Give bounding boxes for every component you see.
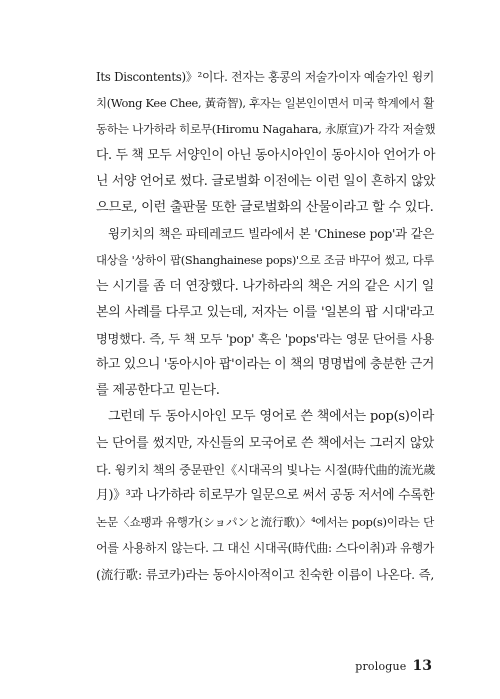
page-footer [355, 658, 432, 674]
paragraph-3 [96, 404, 434, 587]
text-line: 본의 사례를 다루고 있는데, 저자는 이를 '일본의 팝 시대'라고 [96, 304, 434, 320]
text-line: 닌 서양 언어로 썼다. 글로벌화 이전에는 이런 일이 흔하지 않았 [96, 173, 436, 189]
text-line: 는 시기를 좀 더 연장했다. 나가하라의 책은 거의 같은 시기 일 [96, 278, 434, 294]
text-line: 를 제공한다고 믿는다. [96, 383, 220, 399]
text-line: 는 단어를 썼지만, 자신들의 모국어로 쓴 책에서는 그러지 않았 [96, 435, 434, 451]
text-line: 그런데 두 동아시아인 모두 영어로 쓴 책에서는 pop(s)이라 [108, 409, 434, 425]
text-line: Its Discontents)》²이다. 전자는 홍콩의 저술가이자 예술가인 윙키 [96, 70, 434, 84]
text-line: 치(Wong Kee Chee, 黃奇智), 후자는 일본인이면서 미국 학계에서 활 [96, 96, 434, 111]
text-line: 동하는 나가하라 히로무(Hiromu Nagahara, 永原宣)가 각각 저술했 [96, 122, 436, 137]
body-text [96, 64, 434, 588]
text-line: 다. 윙키치 책의 중문판인《시대곡의 빛나는 시절(時代曲的流光歲 [96, 462, 435, 477]
text-line: 논문〈쇼팽과 유행가(ショパンと流行歌)〉⁴에서는 pop(s)이라는 단 [96, 515, 434, 530]
text-line: 어를 사용하지 않는다. 그 대신 시대곡(時代曲: 스다이취)과 유행가 [96, 541, 434, 556]
text-line: 다. 두 책 모두 서양인이 아닌 동아시아인이 동아시아 언어가 아 [96, 147, 436, 163]
text-line: 윙키치의 책은 파테레코드 빌라에서 본 'Chinese pop'과 같은 [108, 226, 434, 242]
paragraph-2 [96, 221, 434, 404]
text-line: (流行歌: 류코카)라는 동아시아적이고 친숙한 이름이 나온다. 즉, [96, 566, 434, 582]
paragraph-1 [96, 64, 434, 221]
text-line: 하고 있으니 '동아시아 팝'이라는 이 책의 명명법에 충분한 근거 [96, 357, 435, 373]
text-line: 명명했다. 즉, 두 책 모두 'pop' 혹은 'pops'라는 영문 단어를 사용 [96, 331, 434, 346]
text-line: 대상을 '상하이 팝(Shanghainese pops)'으로 조금 바꾸어 썼고, 다루 [96, 253, 434, 268]
page-number: 13 [412, 658, 432, 674]
text-line: 月)》³과 나가하라 히로무가 일문으로 써서 공동 저서에 수록한 [96, 488, 435, 503]
text-line: 으므로, 이런 출판물 또한 글로벌화의 산물이라고 할 수 있다. [96, 199, 434, 215]
section-label: prologue [355, 660, 407, 673]
